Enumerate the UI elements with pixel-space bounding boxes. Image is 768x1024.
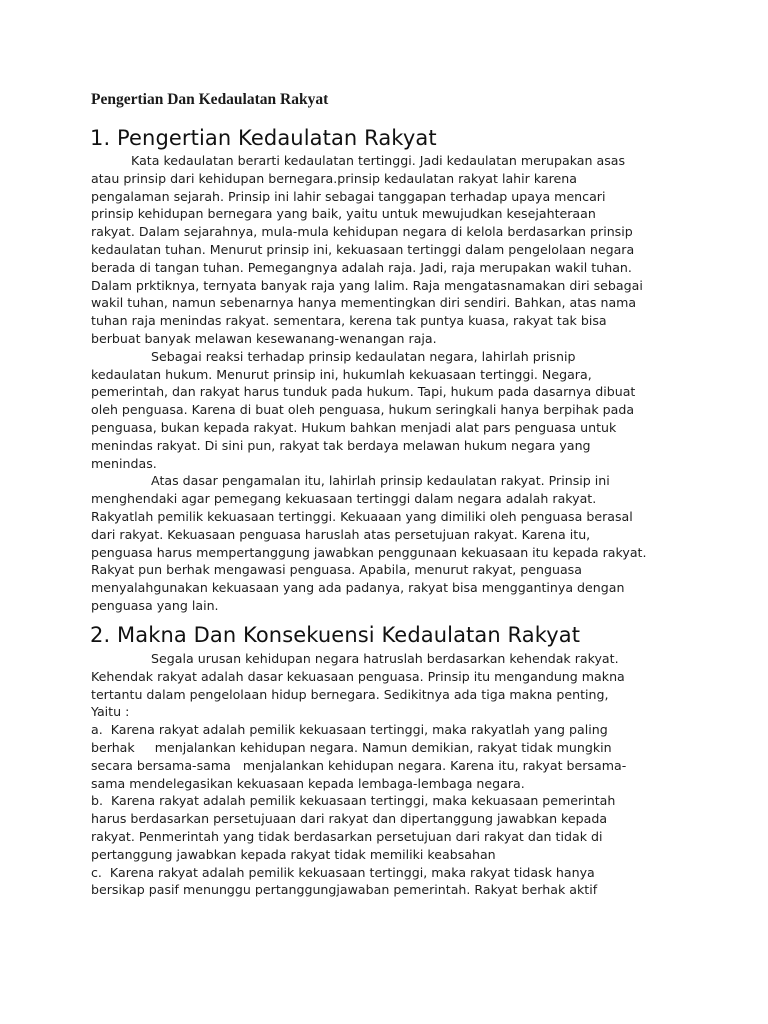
text-line: Segala urusan kehidupan negara hatruslah berdasarkan kehendak rakyat. <box>91 651 619 666</box>
text-line: Dalam prktiknya, ternyata banyak raja yang lalim. Raja mengatasnamakan diri sebagai <box>91 277 643 293</box>
text-line: penguasa harus mempertanggung jawabkan penggunaan kekuasaan itu kepada rakyat. <box>91 544 647 560</box>
text-line: oleh penguasa. Karena di buat oleh penguasa, hukum seringkali hanya berpihak pada <box>91 402 635 418</box>
text-line: Kehendak rakyat adalah dasar kekuasaan penguasa. Prinsip itu mengandung makna <box>91 668 625 684</box>
text-line: menyalahgunakan kekuasaan yang ada padanya, rakyat bisa menggantinya dengan <box>91 580 625 596</box>
text-line: c. Karena rakyat adalah pemilik kekuasaan tertinggi, maka rakyat tidask hanya <box>91 864 595 880</box>
text-line: sama mendelegasikan kekuasaan kepada lembaga-lembaga negara. <box>91 775 525 791</box>
text-line: Yaitu : <box>91 704 130 720</box>
text-line: tuhan raja menindas rakyat. sementara, kerena tak puntya kuasa, rakyat tak bisa <box>91 313 607 329</box>
text-line: tertantu dalam pengelolaan hidup bernegara. Sedikitnya ada tiga makna penting, <box>91 686 609 702</box>
text-line: kedaulatan tuhan. Menurut prinsip ini, kekuasaan tertinggi dalam pengelolaan negara <box>91 241 635 257</box>
text-line: prinsip kehidupan bernegara yang baik, yaitu untuk mewujudkan kesejahteraan <box>91 206 596 222</box>
text-line: menindas. <box>91 455 157 471</box>
section-1-heading: 1. Pengertian Kedaulatan Rakyat <box>90 126 437 150</box>
text-line: a. Karena rakyat adalah pemilik kekuasaan tertinggi, maka rakyatlah yang paling <box>91 722 608 738</box>
text-line: berbuat banyak melawan kesewanang-wenangan raja. <box>91 330 437 346</box>
text-line: Kata kedaulatan berarti kedaulatan tertinggi. Jadi kedaulatan merupakan asas <box>91 153 626 168</box>
text-line: berhak menjalankan kehidupan negara. Namun demikian, rakyat tidak mungkin <box>91 739 612 755</box>
text-line: pertanggung jawabkan kepada rakyat tidak memiliki keabsahan <box>91 846 496 862</box>
text-line: pengalaman sejarah. Prinsip ini lahir sebagai tanggapan terhadap upaya mencari <box>91 188 606 204</box>
text-line: penguasa yang lain. <box>91 597 219 613</box>
text-line: penguasa, bukan kepada rakyat. Hukum bahkan menjadi alat pars penguasa untuk <box>91 419 617 435</box>
text-line: rakyat. Penmerintah yang tidak berdasarkan persetujuan dari rakyat dan tidak di <box>91 828 603 844</box>
section-2-body <box>91 650 691 899</box>
text-line: wakil tuhan, namun sebenarnya hanya mementingkan diri sendiri. Bahkan, atas nama <box>91 295 637 311</box>
text-line: Sebagai reaksi terhadap prinsip kedaulatan negara, lahirlah prisnip <box>91 348 576 364</box>
section-1-body <box>91 152 691 615</box>
text-line: dari rakyat. Kekuasaan penguasa haruslah atas persetujuan rakyat. Karena itu, <box>91 526 591 542</box>
text-line: kedaulatan hukum. Menurut prinsip ini, hukumlah kekuasaan tertinggi. Negara, <box>91 366 592 382</box>
text-line: atau prinsip dari kehidupan bernegara.prinsip kedaulatan rakyat lahir karena <box>91 170 577 186</box>
text-line: harus berdasarkan persetujuaan dari rakyat dan dipertanggung jawabkan kepada <box>91 811 608 827</box>
text-line: Rakyat pun berhak mengawasi penguasa. Apabila, menurut rakyat, penguasa <box>91 562 582 578</box>
text-line: secara bersama-sama menjalankan kehidupan negara. Karena itu, rakyat bersama- <box>91 757 627 773</box>
text-line: b. Karena rakyat adalah pemilik kekuasaan tertinggi, maka kekuasaan pemerintah <box>91 793 616 809</box>
text-line: pemerintah, dan rakyat harus tunduk pada hukum. Tapi, hukum pada dasarnya dibuat <box>91 384 636 400</box>
text-line: berada di tangan tuhan. Pemegangnya adalah raja. Jadi, raja merupakan wakil tuhan. <box>91 259 632 275</box>
text-line: Atas dasar pengamalan itu, lahirlah prinsip kedaulatan rakyat. Prinsip ini <box>91 473 610 489</box>
text-line: menghendaki agar pemegang kekuasaan tertinggi dalam negara adalah rakyat. <box>91 491 597 507</box>
document-title: Pengertian Dan Kedaulatan Rakyat <box>91 91 329 108</box>
text-line: Rakyatlah pemilik kekuasaan tertinggi. Kekuaaan yang dimiliki oleh penguasa berasal <box>91 508 633 524</box>
text-line: bersikap pasif menunggu pertanggungjawaban pemerintah. Rakyat berhak aktif <box>91 882 598 898</box>
text-line: menindas rakyat. Di sini pun, rakyat tak berdaya melawan hukum negara yang <box>91 437 591 453</box>
section-2-heading: 2. Makna Dan Konsekuensi Kedaulatan Rakyat <box>90 623 581 647</box>
text-line: rakyat. Dalam sejarahnya, mula-mula kehidupan negara di kelola berdasarkan prinsip <box>91 224 633 240</box>
